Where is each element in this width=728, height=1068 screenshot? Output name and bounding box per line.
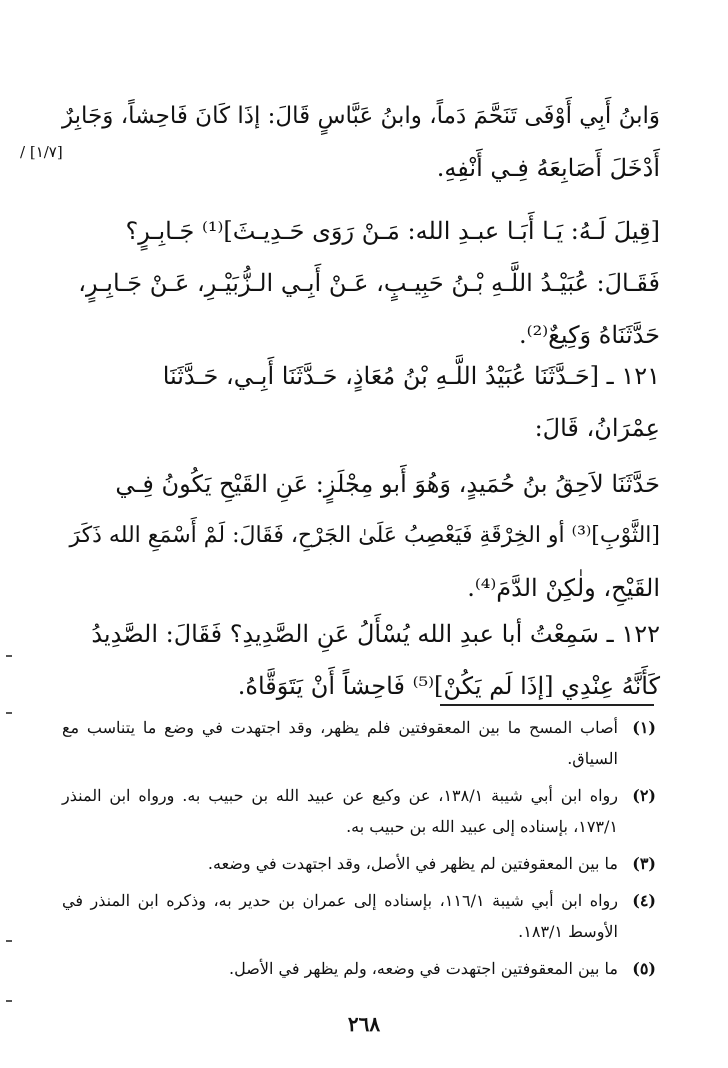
paragraph-3: [60, 350, 660, 454]
scan-edge-mark: [6, 1000, 12, 1002]
text-line: ١٢١ ـ [حَـدَّثَنَا عُبَيْدُ اللَّـهِ بْنُ مُعَاذٍ، حَـدَّثَنَا أَبِـي، حَـدَّثَنَا: [162, 362, 660, 390]
paragraph-2: [60, 205, 660, 361]
footnote: [62, 712, 656, 774]
footnote: [62, 780, 656, 842]
footnotes: [62, 712, 656, 990]
text-line: حَدَّثَنَاهُ وَكِيعٌ⁽²⁾.: [519, 321, 660, 349]
text-line: فَقَـالَ: عُبَيْـدُ اللَّـهِ بْـنُ حَبِيـبٍ، عَـنْ أَبِـي الـزُّبَيْـرِ، عَـنْ جَـابِـرٍ،: [78, 269, 660, 297]
paragraph-5: [60, 608, 660, 712]
margin-reference: [١/٧] /: [20, 143, 63, 161]
text-line: ١٢٢ ـ سَمِعْتُ أبا عبدِ الله يُسْأَلُ عَنِ الصَّدِيدِ؟ فَقَالَ: الصَّدِيدُ: [91, 620, 660, 648]
scan-edge-mark: [6, 712, 12, 714]
footnote-number: (٣): [632, 854, 656, 873]
text-line: [الثَّوْبِ]⁽³⁾ أو الخِرْقَةِ فَيَعْصِبُ عَلَىٰ الجَرْحِ، فَقَالَ: لَمْ أَسْمَعِ الله ذَكَرَ: [69, 523, 660, 548]
footnote-separator: [440, 704, 654, 706]
text-line: القَيْحِ، ولٰكِنْ الدَّمَ⁽⁴⁾.: [467, 574, 660, 602]
scan-edge-mark: [6, 655, 12, 657]
paragraph-4: [60, 458, 660, 614]
footnote: [62, 885, 656, 947]
footnote-text: رواه ابن أبي شيبة ١٣٨/١، عن وكيع عن عبيد الله بن حبيب به. ورواه ابن المنذر ١٧٣/١، بإسناده إلى عبيد الله بن حبيب به.: [62, 786, 618, 836]
text-line: وَابنُ أَبِي أَوْفَى تَنَحَّمَ دَماً، وابنُ عَبَّاسٍ قَالَ: إذَا كَانَ فَاحِشاً، وَجَابِرٌ: [61, 103, 660, 129]
footnote-number: (٢): [632, 786, 656, 805]
scan-edge-mark: [6, 940, 12, 942]
footnote-number: (١): [632, 718, 656, 737]
paragraph-1: [60, 90, 660, 194]
footnote-text: ما بين المعقوفتين اجتهدت في وضعه، ولم يظهر في الأصل.: [229, 959, 618, 978]
text-line: عِمْرَانُ، قَالَ:: [534, 414, 660, 442]
footnote-text: رواه ابن أبي شيبة ١١٦/١، بإسناده إلى عمران بن حدير به، وذكره ابن المنذر في الأوسط ١٨٣/١.: [62, 891, 619, 941]
text-line: كَأَنَّهُ عِنْدِي [إذَا لَم يَكُنْ]⁽⁵⁾ فَاحِشاً أَنْ يَتَوَقَّاهُ.: [237, 672, 660, 700]
footnote-number: (٤): [632, 891, 656, 910]
page-number: ٢٦٨: [347, 1012, 381, 1036]
footnote: [62, 953, 656, 984]
text-line: أَدْخَلَ أَصَابِعَهُ فِـي أَنْفِهِ.: [436, 154, 660, 182]
text-line: حَدَّثَنَا لاَحِقُ بنُ حُمَيدٍ، وَهُوَ أَبو مِجْلَزٍ: عَنِ القَيْحِ يَكُونُ فِـي: [115, 470, 660, 498]
footnote-text: أصاب المسح ما بين المعقوفتين فلم يظهر، وقد اجتهدت في وضع ما يتناسب مع السياق.: [62, 718, 618, 768]
footnote-text: ما بين المعقوفتين لم يظهر في الأصل، وقد اجتهدت في وضعه.: [207, 854, 618, 873]
footnote: [62, 848, 656, 879]
text-line: [قِيلَ لَـهُ: يَـا أَبَـا عبـدِ الله: مَـنْ رَوَى حَـدِيـثَ]⁽¹⁾ جَـابِـرٍ؟: [125, 217, 660, 245]
footnote-number: (٥): [632, 959, 656, 978]
